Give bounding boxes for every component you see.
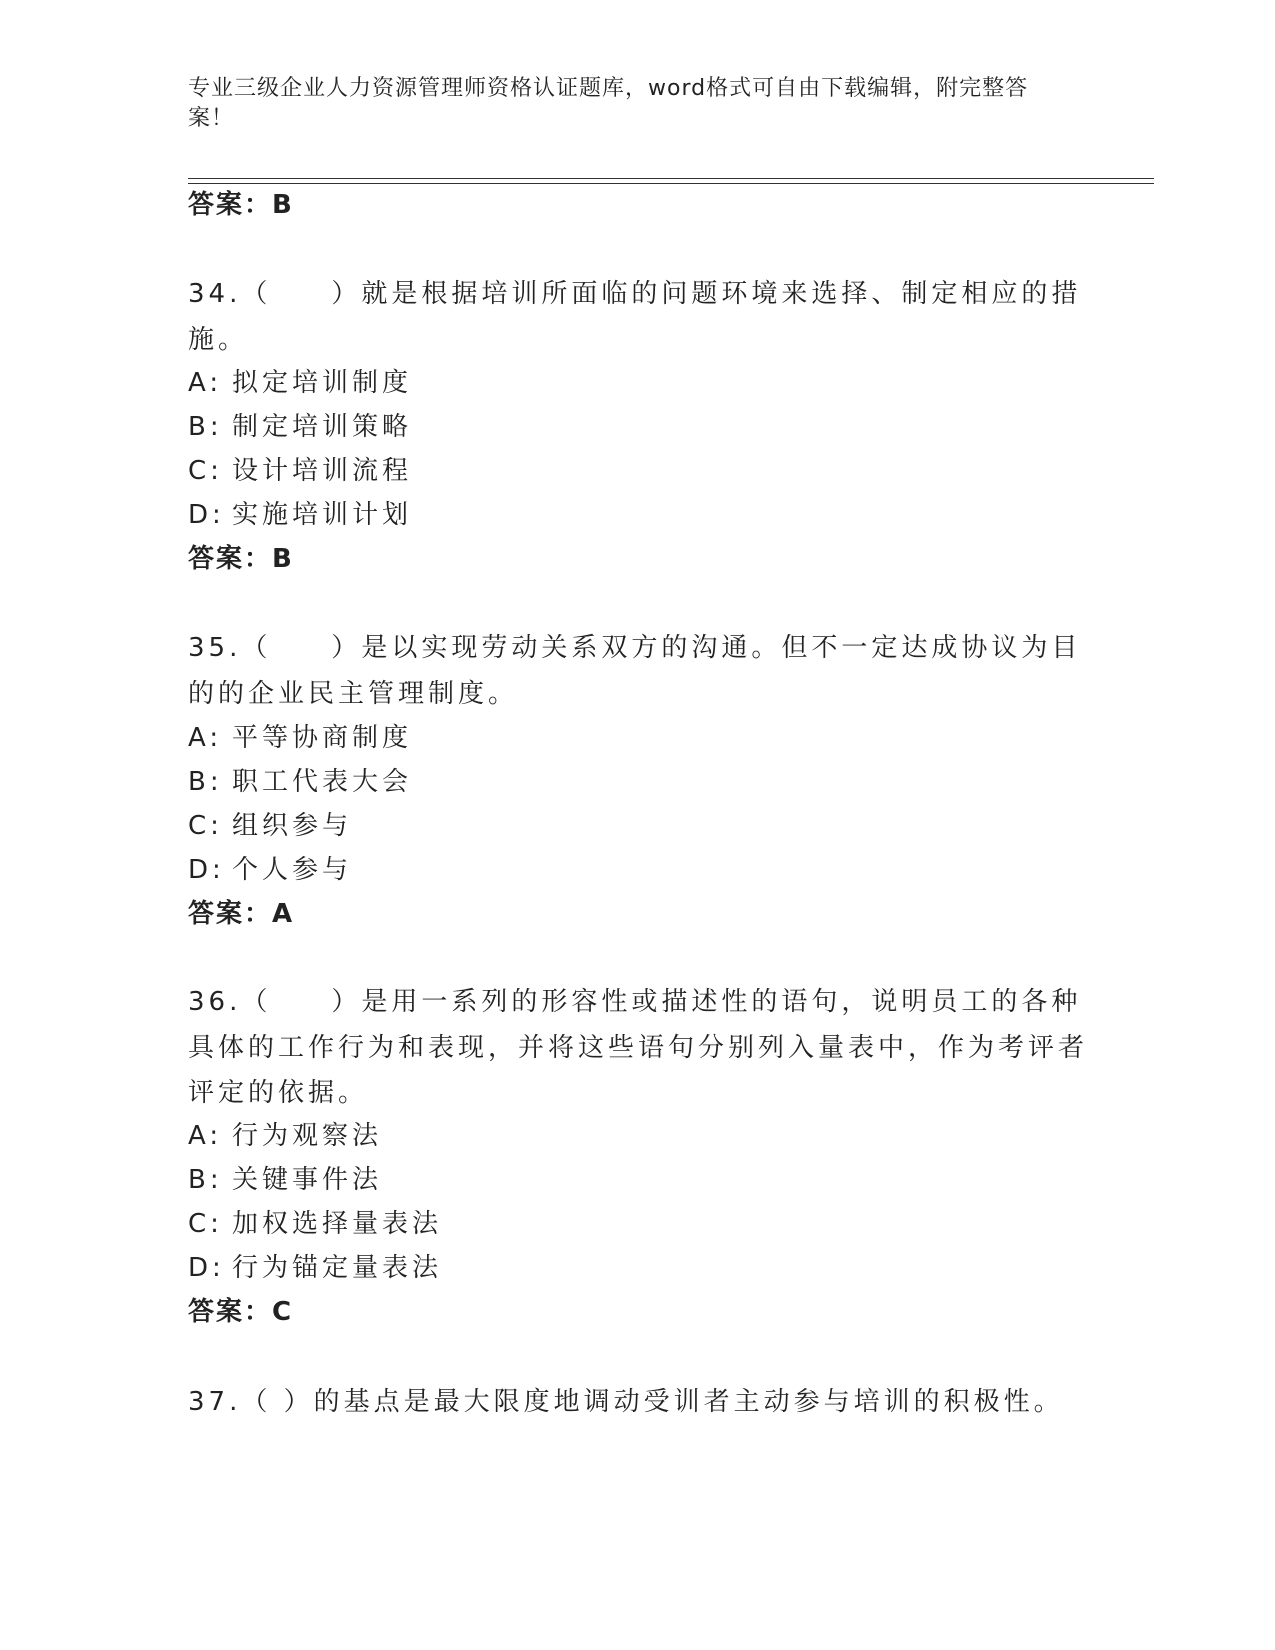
- question-36-option-c: C: 加权选择量表法: [188, 1209, 443, 1239]
- question-35-stem: 35.（ ）是以实现劳动关系双方的沟通。但不一定达成协议为目的的企业民主管理制度。: [188, 633, 1082, 709]
- question-34-stem: 34.（ ）就是根据培训所面临的问题环境来选择、制定相应的措施。: [188, 279, 1082, 355]
- question-36-option-a: A: 行为观察法: [188, 1121, 383, 1151]
- previous-answer: 答案：B: [188, 190, 294, 220]
- question-34-answer: 答案：B: [188, 544, 294, 574]
- header-rule-top: [188, 178, 1154, 179]
- question-35-option-d: D: 个人参与: [188, 855, 353, 885]
- question-35-option-a: A: 平等协商制度: [188, 723, 413, 753]
- question-35-answer: 答案：A: [188, 899, 295, 929]
- question-34-option-a: A: 拟定培训制度: [188, 368, 413, 398]
- question-36-stem: 36.（ ）是用一系列的形容性或描述性的语句，说明员工的各种具体的工作行为和表现，并将这些语句分别列入量表中，作为考评者评定的依据。: [188, 987, 1089, 1108]
- question-34-option-c: C: 设计培训流程: [188, 456, 413, 486]
- question-36-option-d: D: 行为锚定量表法: [188, 1253, 443, 1283]
- header-note: 专业三级企业人力资源管理师资格认证题库，word格式可自由下载编辑，附完整答案！: [188, 76, 1029, 131]
- header-rule-bottom: [188, 183, 1154, 184]
- question-36-option-b: B: 关键事件法: [188, 1165, 383, 1195]
- question-36-answer: 答案：C: [188, 1297, 294, 1327]
- question-35-option-c: C: 组织参与: [188, 811, 353, 841]
- question-37-stem: 37.（ ）的基点是最大限度地调动受训者主动参与培训的积极性。: [188, 1387, 1064, 1417]
- question-34-option-b: B: 制定培训策略: [188, 412, 413, 442]
- question-35-option-b: B: 职工代表大会: [188, 767, 413, 797]
- question-34-option-d: D: 实施培训计划: [188, 500, 413, 530]
